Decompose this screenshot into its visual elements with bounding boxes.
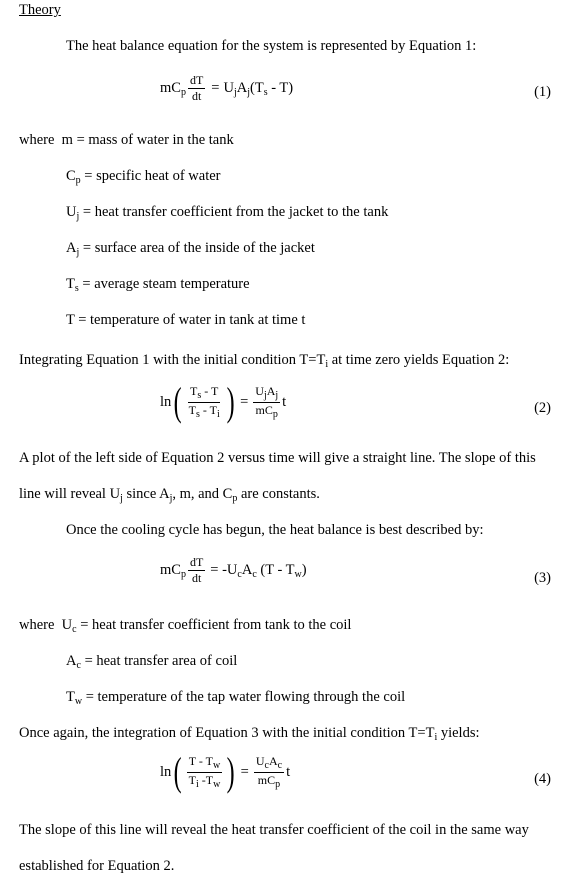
eq1-lhs: $mC_p$ <box>160 79 186 98</box>
integration-paragraph-2: Once again, the integration of Equation 3 with the initial condition $T=T_i$ yields: <box>19 725 480 743</box>
intro-paragraph: The heat balance equation for the system is represented by Equation 1: <box>66 38 477 54</box>
where-line-uj: $U_j$ = heat transfer coefficient from the jacket to the tank <box>66 204 389 222</box>
eq1-rhs: $U_jA_j(T_s - T)$ <box>223 79 294 98</box>
eq4-rhs-fraction: $U_cA_c$ $mC_p$ <box>255 753 283 790</box>
equation-3: $mC_p$ $\frac{dT}{dt}$ = $-U_cA_c$ $(T - T_w)$ <box>160 555 307 586</box>
plot-paragraph-line-1: A plot of the left side of Equation 2 versus time will give a straight line. The slope of this <box>19 450 536 466</box>
where-line-tw: $T_w$ = temperature of the tap water flowing through the coil <box>66 689 406 707</box>
where-line-ac: $A_c$ = heat transfer area of coil <box>66 653 238 671</box>
equation-2: ln ( $T_s$ - T $T_s - T_i$ ) = $U_jA_j$ $mC_p$ t <box>160 379 287 424</box>
where-line-cp: $C_p$ = specific heat of water <box>66 168 221 186</box>
equation-1: $mC_p$ $\frac{dT}{dt}$ = $U_jA_j(T_s - T)$ <box>160 73 294 104</box>
section-heading: Theory <box>19 2 61 18</box>
where-line-t: T = temperature of water in tank at time t <box>66 312 306 328</box>
eq2-lhs-fraction: $T_s$ - T $T_s - T_i$ <box>188 383 220 420</box>
eq3-fraction: $\frac{dT}{dt}$ <box>189 555 204 586</box>
eq2-rhs-fraction: $U_jA_j$ $mC_p$ <box>255 383 279 420</box>
eq4-number: (4) <box>534 771 551 787</box>
where-line-uc: where $U_c$ = heat transfer coefficient from tank to the coil <box>19 617 352 635</box>
plot-paragraph-line-2: line will reveal $U_j$ since $A_j$, m, and $C_p$ are constants. <box>19 486 320 504</box>
eq3-number: (3) <box>534 570 551 586</box>
eq4-lhs-fraction: T - $T_w$ $T_i$ $-T_w$ <box>188 753 221 790</box>
closing-line-1: The slope of this line will reveal the heat transfer coefficient of the coil in the same way <box>19 822 529 838</box>
where-line-aj: $A_j$ = surface area of the inside of the jacket <box>66 240 315 258</box>
eq2-number: (2) <box>534 400 551 416</box>
where-line-ts: $T_s$ = average steam temperature <box>66 276 250 294</box>
eq1-fraction: $\frac{dT}{dt}$ <box>189 73 204 104</box>
closing-line-2: established for Equation 2. <box>19 858 175 874</box>
where-line-m: where m = mass of water in the tank <box>19 132 234 148</box>
eq1-number: (1) <box>534 84 551 100</box>
cooling-paragraph: Once the cooling cycle has begun, the heat balance is best described by: <box>66 522 484 538</box>
integration-paragraph-1: Integrating Equation 1 with the initial condition $T=T_i$ at time zero yields Equation 2: <box>19 352 510 370</box>
equation-4: ln ( T - $T_w$ $T_i$ $-T_w$ ) = $U_cA_c$ $mC_p$ t <box>160 749 291 794</box>
